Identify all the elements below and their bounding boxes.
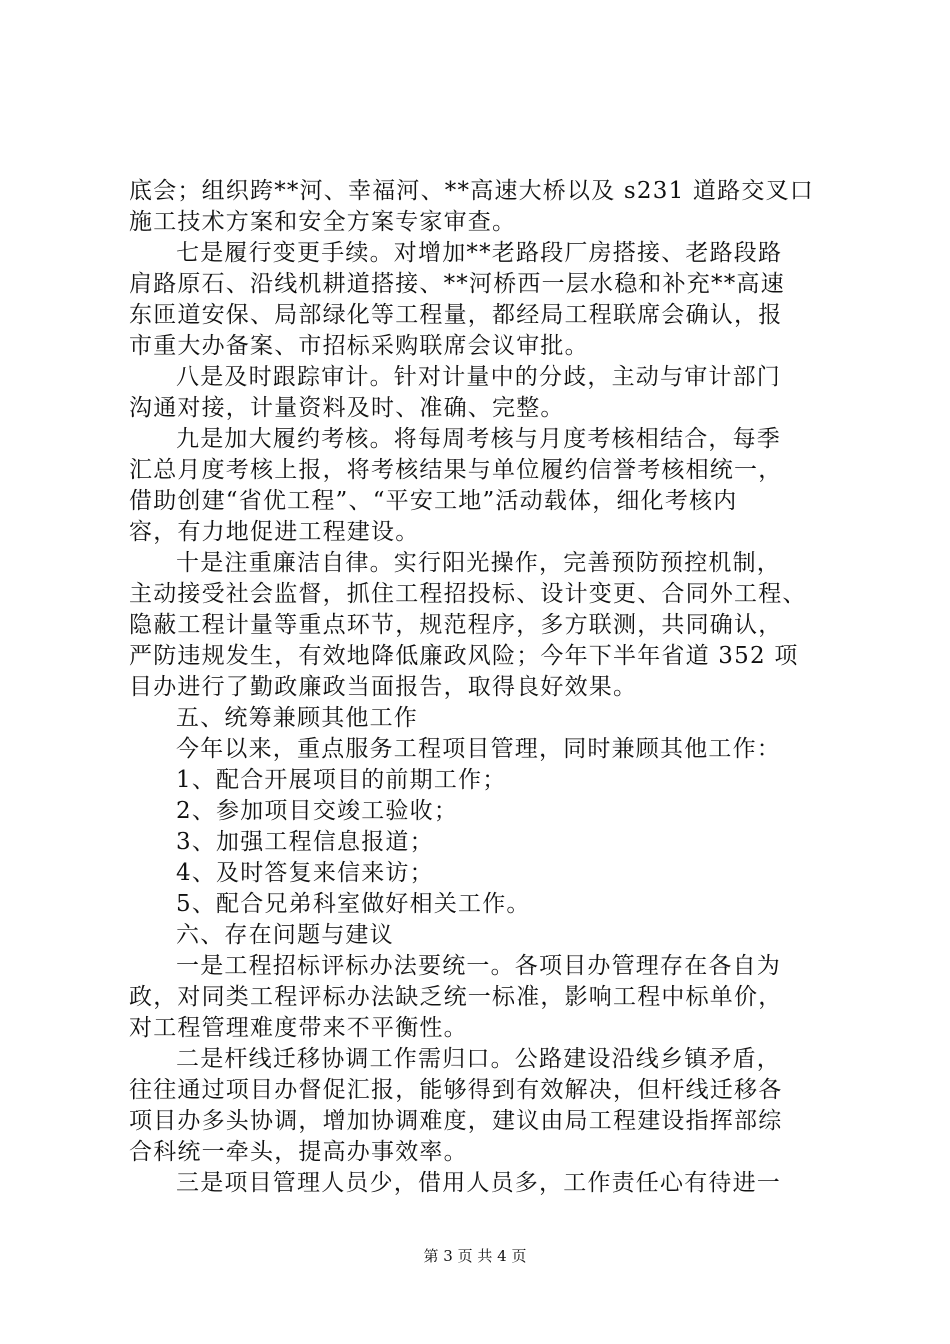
text-line: 今年以来，重点服务工程项目管理，同时兼顾其他工作： [176,736,781,762]
text-line: 1、配合开展项目的前期工作； [176,767,507,793]
text-line: 项目办多头协调，增加协调难度，建议由局工程建设指挥部综 [129,1108,783,1134]
text-line: 八是及时跟踪审计。针对计量中的分歧，主动与审计部门 [176,364,781,390]
text-line: 六、存在问题与建议 [176,922,394,948]
text-line: 容，有力地促进工程建设。 [129,519,420,545]
text-line: 五、统筹兼顾其他工作 [176,705,418,731]
text-line: 汇总月度考核上报，将考核结果与单位履约信誉考核相统一， [129,457,783,483]
text-line: 主动接受社会监督，抓住工程招投标、设计变更、合同外工程、 [129,581,807,607]
text-line: 底会；组织跨**河、幸福河、**高速大桥以及 s231 道路交叉口 [129,178,814,204]
text-line: 一是工程招标评标办法要统一。各项目办管理存在各自为 [176,953,781,979]
text-line: 对工程管理难度带来不平衡性。 [129,1015,468,1041]
text-line: 二是杆线迁移协调工作需归口。公路建设沿线乡镇矛盾， [176,1046,781,1072]
page-footer [0,1246,950,1266]
document-body [129,176,829,1199]
text-line: 肩路原石、沿线机耕道搭接、**河桥西一层水稳和补充**高速 [129,271,785,297]
text-line: 3、加强工程信息报道； [176,829,434,855]
text-line: 隐蔽工程计量等重点环节，规范程序，多方联测，共同确认， [129,612,783,638]
text-line: 沟通对接，计量资料及时、准确、完整。 [129,395,565,421]
text-line: 九是加大履约考核。将每周考核与月度考核相结合，每季 [176,426,781,452]
text-line: 三是项目管理人员少，借用人员多，工作责任心有待进一 [176,1170,781,1196]
text-line: 东匝道安保、局部绿化等工程量，都经局工程联席会确认，报 [129,302,783,328]
text-line: 政，对同类工程评标办法缺乏统一标准，影响工程中标单价， [129,984,783,1010]
text-line: 4、及时答复来信来访； [176,860,434,886]
text-line: 市重大办备案、市招标采购联席会议审批。 [129,333,589,359]
text-line: 七是履行变更手续。对增加**老路段厂房搭接、老路段路 [176,240,783,266]
text-line: 严防违规发生，有效地降低廉政风险；今年下半年省道 352 项 [129,643,799,669]
text-line: 目办进行了勤政廉政当面报告，取得良好效果。 [129,674,638,700]
text-line: 5、配合兄弟科室做好相关工作。 [176,891,531,917]
text-line: 往往通过项目办督促汇报，能够得到有效解决，但杆线迁移各 [129,1077,783,1103]
text-line: 十是注重廉洁自律。实行阳光操作，完善预防预控机制， [176,550,781,576]
page-number: 第 3 页 共 4 页 [423,1247,527,1265]
text-line: 施工技术方案和安全方案专家审查。 [129,209,517,235]
text-line: 2、参加项目交竣工验收； [176,798,459,824]
text-line: 借助创建“省优工程”、“平安工地”活动载体，细化考核内 [129,488,738,514]
text-line: 合科统一牵头，提高办事效率。 [129,1139,468,1165]
